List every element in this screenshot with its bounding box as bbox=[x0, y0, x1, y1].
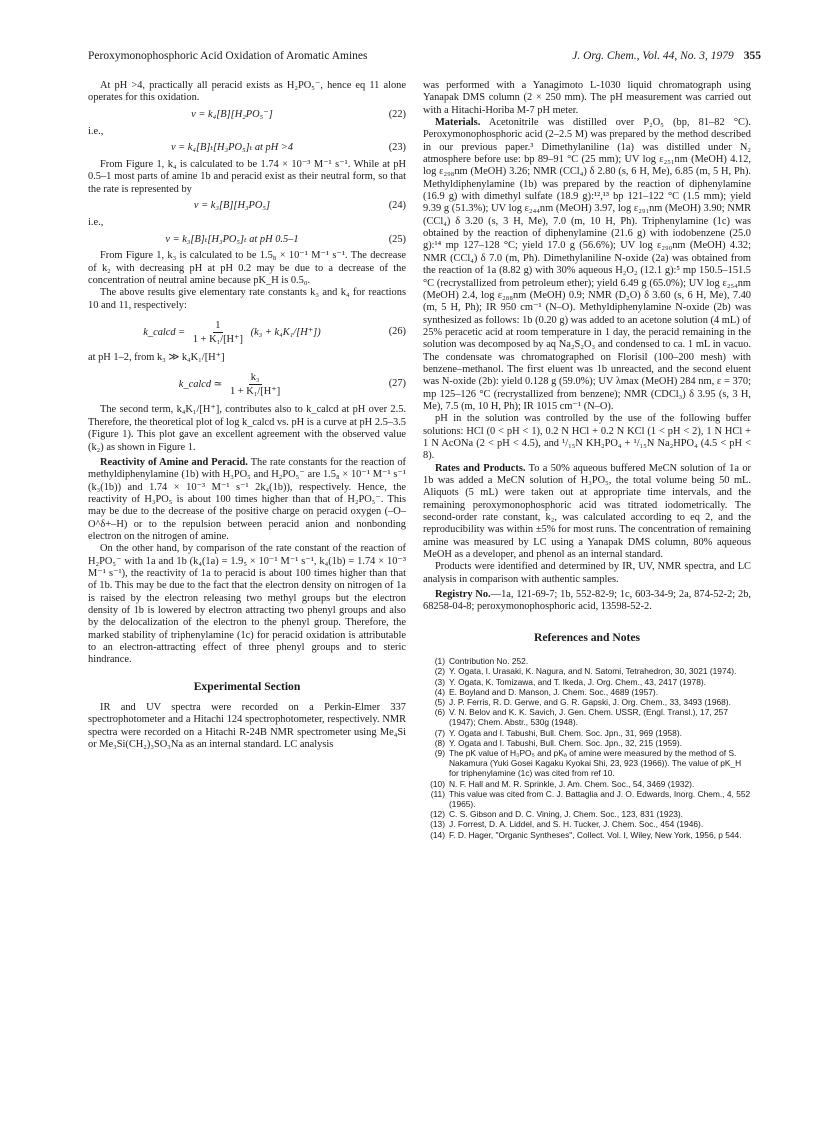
reference-text: Y. Ogata, K. Tomizawa, and T. Ikeda, J. Org. Chem., 43, 2417 (1978). bbox=[449, 676, 706, 687]
reference-item bbox=[423, 707, 751, 727]
fraction-numerator: 1 bbox=[215, 319, 221, 331]
reference-number: (14) bbox=[430, 829, 445, 840]
reference-item bbox=[423, 656, 751, 666]
equation-number: (25) bbox=[388, 233, 406, 245]
reference-number: (10) bbox=[430, 778, 445, 789]
equation-25 bbox=[88, 231, 406, 248]
reference-text: E. Boyland and D. Manson, J. Chem. Soc., 4689 (1957). bbox=[449, 686, 659, 697]
reference-text: Y. Ogata, I. Urasaki, K. Nagura, and N. Satomi, Tetrahedron, 30, 3021 (1974). bbox=[449, 666, 737, 677]
ie-label: i.e., bbox=[88, 125, 104, 137]
right-column bbox=[423, 80, 751, 840]
equation-body: v = k₃[B]ₜ[H₃PO₅]ₜ at pH 0.5–1 bbox=[165, 233, 299, 245]
reference-item bbox=[423, 819, 751, 829]
reference-number: (9) bbox=[434, 747, 445, 758]
registry-numbers bbox=[423, 589, 751, 614]
reference-number: (12) bbox=[430, 809, 445, 820]
paragraph-text: To a 50% aqueous buffered MeCN solution of 1a or 1b was added a MeCN solution of H₃PO₅, the total volume being 50 mL. Aliquots (5 mL) were taken out at appropriate time intervals, and the remaining peroxymonophosphoric acid was titrated iodometrically. The second-order rate constant, k₂, was calculated according to eq 2, and the reproducibility was within ±5% for most runs. The concentration of remaining amine was measured by LC using a Yanapak DMS column, 80% aqueous MeOH as a developer, and phenol as an internal standard. bbox=[423, 462, 751, 561]
reference-text: J. P. Ferris, R. D. Gerwe, and G. R. Gapski, J. Org. Chem., 33, 3493 (1968). bbox=[449, 696, 731, 707]
fraction bbox=[228, 371, 282, 398]
paragraph: at pH 1–2, from k₃ ≫ k₄K₁/[H⁺] bbox=[88, 352, 225, 364]
paragraph: From Figure 1, k₃ is calculated to be 1.5₈ × 10⁻¹ M⁻¹ s⁻¹. The decrease of k₂ with decreasing pH at pH 0.2 may be due to a decrease of the concentration of neutral amine because pK_H is 0.5₀. bbox=[88, 250, 406, 287]
equation-24 bbox=[88, 198, 406, 215]
references-title: References and Notes bbox=[533, 630, 641, 644]
equation-lhs: k_calcd ≃ bbox=[178, 378, 223, 390]
references-list bbox=[423, 656, 751, 840]
paragraph: IR and UV spectra were recorded on a Perkin-Elmer 337 spectrophotometer and a Hitachi 124 spectrophotometer, respectively. NMR spectra were recorded on a Hitachi R-24B NMR spectrometer using Me₄Si or Me₃Si(CH₂)₃SO₃Na as an internal standard. LC analysis bbox=[88, 702, 406, 751]
fraction bbox=[191, 319, 245, 346]
reference-item bbox=[423, 830, 751, 840]
running-head-title: Peroxymonophosphoric Acid Oxidation of Aromatic Amines bbox=[88, 50, 368, 62]
paragraph: On the other hand, by comparison of the rate constant of the reaction of H₂PO₅⁻ with 1a and 1b (k₄(1a) = 1.9₅ × 10⁻¹ M⁻¹ s⁻¹, k₄(1b) = 1.74 × 10⁻³ M⁻¹ s⁻¹), the reactivity of 1a to peracid is about 100 times higher than that of 1b. This may be due to the fact that the electron density on nitrogen of 1a is raised by the electron releasing two methyl groups but the electron density of 1b is lowered by electron attracting two phenyl groups and also by the delocalization of the electron to the phenyl group. Therefore, the marked stability of triphenylamine (1c) for peracid oxidation is attributable to an electron-attracting effect of three phenyl groups and to steric hindrance. bbox=[88, 543, 406, 666]
reference-number: (3) bbox=[434, 676, 445, 687]
paragraph: From Figure 1, k₄ is calculated to be 1.74 × 10⁻³ M⁻¹ s⁻¹. While at pH 0.5–1 most parts of amine 1b and peracid exist as their neutral form, so that the rate is represented by bbox=[88, 159, 406, 195]
equation-body bbox=[88, 319, 376, 346]
ie-label: i.e., bbox=[88, 217, 104, 229]
reference-item bbox=[423, 738, 751, 748]
reference-number: (1) bbox=[434, 656, 445, 667]
reference-number: (8) bbox=[434, 737, 445, 748]
equation-body bbox=[88, 371, 376, 398]
equation-number: (26) bbox=[388, 325, 406, 337]
reference-item bbox=[423, 789, 751, 809]
reference-number: (7) bbox=[434, 727, 445, 738]
reference-item bbox=[423, 728, 751, 738]
paragraph: was performed with a Yanagimoto L-1030 liquid chromatograph using Yanapak DMS column (2 × 250 mm). The pH measurement was carried out with a Hitachi-Horiba M-7 pH meter. bbox=[423, 80, 751, 116]
reference-item bbox=[423, 748, 751, 779]
section-title: Experimental Section bbox=[193, 679, 301, 693]
reference-number: (6) bbox=[434, 707, 445, 718]
run-in-heading: Materials. bbox=[435, 117, 481, 129]
fraction-numerator: k₃ bbox=[250, 371, 260, 383]
equation-number: (27) bbox=[388, 378, 406, 390]
equation-body: v = k₄[B][H₂PO₅⁻] bbox=[191, 109, 273, 121]
equation-number: (23) bbox=[388, 142, 406, 154]
paragraph-text: Acetonitrile was distilled over P₂O₅ (bp, 81–82 °C). Peroxymonophosphoric acid (2–2.5 M) was prepared by the method described in our previous paper.³ Dimethylaniline (1a) was distilled under N₂ atmosphere before use: bp 89–91 °C (25 mm); UV log ε₂₅₁nm (MeOH) 4.12, log ε₂₉₈nm (MeOH) 3.26; NMR (CCl₄) δ 2.80 (s, 6 H, Me), 6.85 (m, 5 H, Ph). Methyldiphenylamine (1b) was prepared by the reaction of diphenylamine (16.9 g) with dimethyl sulfate (18.9 g):¹²,¹³ bp 121–122 °C (1.5 mm); yield 9.39 g (51.3%); UV log ε₂₄₄nm (MeOH) 3.97, log ε₂₉₁nm (MeOH) 3.90; NMR (CCl₄) δ 3.20 (s, 3 H, Me), 7.0 (m, 10 H, Ph). Triphenylamine (1c) was obtained by the reaction of diphenylamine (21.6 g) with iodobenzene (25.0 g):¹⁴ mp 127–128 °C; yield 17.0 g (56.6%); UV log ε₂₉₀nm (MeOH) 4.32; NMR (CCl₄) δ 7.0 (m, Ph). Dimethylaniline N-oxide (2a) was obtained from the reaction of 1a (8.82 g) with 30% aqueous H₂O₂ (12.1 g):⁵ mp 150.5–151.5 °C (recrystallized from petroleum ether); yield 6.49 g (65.0%); UV log ε₂₅₄nm (MeOH) 2.4, log ε₂₈₈nm (MeOH) 0.9; NMR (D₂O) δ 3.60 (s, 6 H, Me), 7.40 (m, 5 H, Ph); IR 950 cm⁻¹ (N–O). Methyldiphenylamine N-oxide (2b) was synthesized as follows: 1b (0.20 g) was added to an acetone solution (4 mL) of 25% peracetic acid at room temperature in 1 day, the peracid remaining in the solution was decomposed by aq Na₂S₂O₃ and condensed to ca. 1 mL in vacuo. The condensate was chromatographed on Florisil (100–200 mesh) with benzene–methanol. The first eluent was 1b unreacted, and the second eluent was N-oxide (2b): yield 0.128 g (59.0%); UV λmax (MeOH) 284 nm, ε = 370; mp 125–126 °C (recrystallized from benzene); NMR (CDCl₃) δ 3.95 (s, 3 H, Me), 7.5 (m, 10 H, Ph); IR 1015 cm⁻¹ (N–O). bbox=[423, 117, 751, 412]
reference-text: J. Forrest, D. A. Liddel, and S. H. Tucker, J. Chem. Soc., 454 (1946). bbox=[449, 819, 704, 830]
equation-27 bbox=[88, 366, 406, 402]
reference-number: (13) bbox=[430, 819, 445, 830]
paragraph bbox=[423, 463, 751, 562]
reference-text: V. N. Belov and K. K. Savich, J. Gen. Chem. USSR, (Engl. Transl.), 17, 257 (1947); Chem. Abstr., 530g (1948). bbox=[449, 707, 728, 728]
journal-citation: J. Org. Chem., Vol. 44, No. 3, 1979 bbox=[572, 50, 734, 62]
paragraph bbox=[88, 457, 406, 543]
equation-23 bbox=[88, 140, 406, 157]
equation-number: (22) bbox=[388, 109, 406, 121]
reference-number: (5) bbox=[434, 696, 445, 707]
equation-body: v = k₄[B]ₜ[H₃PO₅]ₜ at pH >4 bbox=[170, 142, 294, 154]
reference-item bbox=[423, 779, 751, 789]
registry-text: —1a, 121-69-7; 1b, 552-82-9; 1c, 603-34-9; 2a, 874-52-2; 2b, 68258-04-8; peroxymonophosphoric acid, 13598-52-2. bbox=[423, 589, 752, 613]
reference-text: Contribution No. 252. bbox=[449, 656, 529, 667]
reference-text: Y. Ogata and I. Tabushi, Bull. Chem. Soc. Jpn., 32, 215 (1959). bbox=[449, 737, 682, 748]
reference-item bbox=[423, 687, 751, 697]
left-column bbox=[88, 80, 406, 751]
reference-text: C. S. Gibson and D. C. Vining, J. Chem. Soc., 123, 831 (1923). bbox=[449, 809, 684, 820]
run-in-heading: Reactivity of Amine and Peracid. bbox=[100, 456, 248, 468]
running-head bbox=[88, 50, 761, 68]
paragraph: Products were identified and determined by IR, UV, NMR spectra, and LC analysis in comparison with authentic samples. bbox=[423, 561, 751, 585]
run-in-heading: Rates and Products. bbox=[435, 462, 526, 474]
reference-text: Y. Ogata and I. Tabushi, Bull. Chem. Soc. Jpn., 31, 969 (1958). bbox=[449, 727, 682, 738]
equation-rhs: (k₃ + k₄K₁/[H⁺]) bbox=[250, 326, 321, 338]
paragraph: At pH >4, practically all peracid exists as H₂PO₅⁻, hence eq 11 alone operates for this oxidation. bbox=[88, 80, 406, 104]
reference-number: (4) bbox=[434, 686, 445, 697]
running-head-journal bbox=[572, 50, 761, 62]
reference-number: (11) bbox=[430, 788, 445, 799]
equation-lhs: k_calcd = bbox=[143, 326, 186, 338]
paragraph bbox=[423, 117, 751, 413]
reference-text: The pK value of H₃PO₅ and pKₐ of amine were measured by the method of S. Nakamura (Yuki Gosei Kagaku Kyokai Shi, 23, 923 (1966)). The value of pK_H for triphenylamine (1c) was cited from ref 10. bbox=[449, 747, 742, 779]
equation-22 bbox=[88, 107, 406, 124]
reference-number: (2) bbox=[434, 666, 445, 677]
registry-heading: Registry No. bbox=[435, 589, 491, 601]
equation-body: v = k₃[B][H₃PO₅] bbox=[193, 200, 271, 212]
reference-text: This value was cited from C. J. Battaglia and J. O. Edwards, Inorg. Chem., 4, 552 (1965). bbox=[449, 788, 751, 809]
fraction-denominator: 1 + K₁/[H⁺] bbox=[230, 385, 281, 397]
paragraph: pH in the solution was controlled by the use of the following buffer solutions: HCl (0 < pH < 1), 0.2 N HCl + 0.2 N KCl (1 < pH < 2), 1 N HCl + 1 N AcONa (2 < pH < 4.5), and ¹/₁₅N KH₂PO₄ + ¹/₁₅N Na₂HPO₄ (4.5 < pH < 8). bbox=[423, 413, 751, 462]
paragraph: The second term, k₄K₁/[H⁺], contributes also to k_calcd at pH over 2.5. Therefore, the theoretical plot of log k_calcd vs. pH is a curve at pH 2.5–3.5 (Figure 1). This plot gave an excellent agreement with the observed value (k₂) as shown in Figure 1. bbox=[88, 404, 406, 453]
page-number: 355 bbox=[743, 50, 761, 62]
fraction-denominator: 1 + K₁/[H⁺] bbox=[192, 333, 243, 345]
reference-item bbox=[423, 809, 751, 819]
reference-text: N. F. Hall and M. R. Sprinkle, J. Am. Chem. Soc., 54, 3469 (1932). bbox=[449, 778, 695, 789]
equation-number: (24) bbox=[388, 200, 406, 212]
paragraph: The above results give elementary rate constants k₃ and k₄ for reactions 10 and 11, respectively: bbox=[88, 287, 406, 311]
reference-item bbox=[423, 666, 751, 676]
reference-item bbox=[423, 677, 751, 687]
reference-item bbox=[423, 697, 751, 707]
reference-text: F. D. Hager, "Organic Syntheses", Collect. Vol. I, Wiley, New York, 1956, p 544. bbox=[449, 829, 742, 840]
equation-26 bbox=[88, 314, 406, 350]
paragraph-text: The rate constants for the reaction of methyldiphenylamine (1b) with H₃PO₅ and H₂PO₅⁻ are 1.5₈ × 10⁻¹ M⁻¹ s⁻¹ (k₃(1b)) and 1.74 × 10⁻³ M⁻¹ s⁻¹ 2k₄(1b)), respectively. Hence, the reactivity of H₃PO₅ is about 100 times higher than that of H₂PO₅⁻. This may be due to the decrease of the positive charge on peracid oxygen (–O–O^δ+–H) or to the repulsion between peracid anion and nonbonding electron on the nitrogen of amine. bbox=[88, 456, 406, 542]
